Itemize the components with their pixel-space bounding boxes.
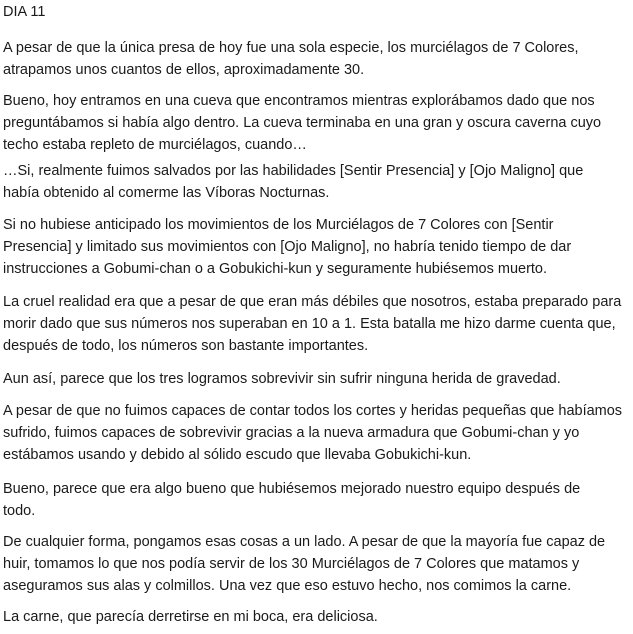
text-line: La cruel realidad era que a pesar de que eran más débiles que nosotros, estaba preparado para [3,294,622,310]
text-line: todo. [3,503,36,519]
paragraph-3 [3,160,583,204]
paragraph-9 [3,531,605,597]
text-line: había obtenido al comerme las Víboras Nocturnas. [3,185,330,201]
paragraph-1 [3,37,579,81]
paragraph-6 [3,368,561,390]
text-line: atrapamos unos cuantos de ellos, aproximadamente 30. [3,62,365,78]
paragraph-7 [3,400,622,466]
text-line: De cualquier forma, pongamos esas cosas a un lado. A pesar de que la mayoría fue capaz de [3,534,606,550]
text-line: Bueno, hoy entramos en una cueva que encontramos mientras explorábamos dado que nos [3,93,595,109]
text-line: Aun así, parece que los tres logramos sobrevivir sin sufrir ninguna herida de gravedad. [3,371,561,387]
text-line: Bueno, parece que era algo bueno que hubiésemos mejorado nuestro equipo después de [3,481,581,497]
text-line: A pesar de que no fuimos capaces de contar todos los cortes y heridas pequeñas que habíamos [3,403,623,419]
text-line: instrucciones a Gobumi-chan o a Gobukichi-kun y seguramente hubiésemos muerto. [3,261,548,277]
paragraph-2 [3,90,601,156]
text-line: preguntábamos si había algo dentro. La cueva terminaba en una gran y oscura caverna cuyo [3,115,602,131]
text-line: Presencia] y limitado sus movimientos con [Ojo Maligno], no habría tenido tiempo de dar [3,239,572,255]
day-heading: DIA 11 [3,4,46,20]
text-line: Si no hubiese anticipado los movimientos de los Murciélagos de 7 Colores con [Sentir [3,217,554,233]
paragraph-8 [3,478,580,522]
text-line: aseguramos sus alas y colmillos. Una vez que eso estuvo hecho, nos comimos la carne. [3,578,572,594]
text-line: después de todo, los números son bastante importantes. [3,338,369,354]
text-line: estábamos usando y debido al sólido escudo que llevaba Gobukichi-kun. [3,447,472,463]
text-line: La carne, que parecía derretirse en mi boca, era deliciosa. [3,609,378,625]
text-line: …Si, realmente fuimos salvados por las habilidades [Sentir Presencia] y [Ojo Maligno] que [3,163,584,179]
paragraph-4 [3,214,571,280]
paragraph-5 [3,291,621,357]
paragraph-10 [3,606,378,628]
text-line: huir, tomamos lo que nos podía servir de los 30 Murciélagos de 7 Colores que matamos y [3,556,580,572]
text-line: A pesar de que la única presa de hoy fue una sola especie, los murciélagos de 7 Colores, [3,40,579,56]
text-line: techo estaba repleto de murciélagos, cuando… [3,137,307,153]
text-line: morir dado que sus números nos superaban en 10 a 1. Esta batalla me hizo darme cuenta que, [3,316,616,332]
text-line: sufrido, fuimos capaces de sobrevivir gracias a la nueva armadura que Gobumi-chan y yo [3,425,580,441]
